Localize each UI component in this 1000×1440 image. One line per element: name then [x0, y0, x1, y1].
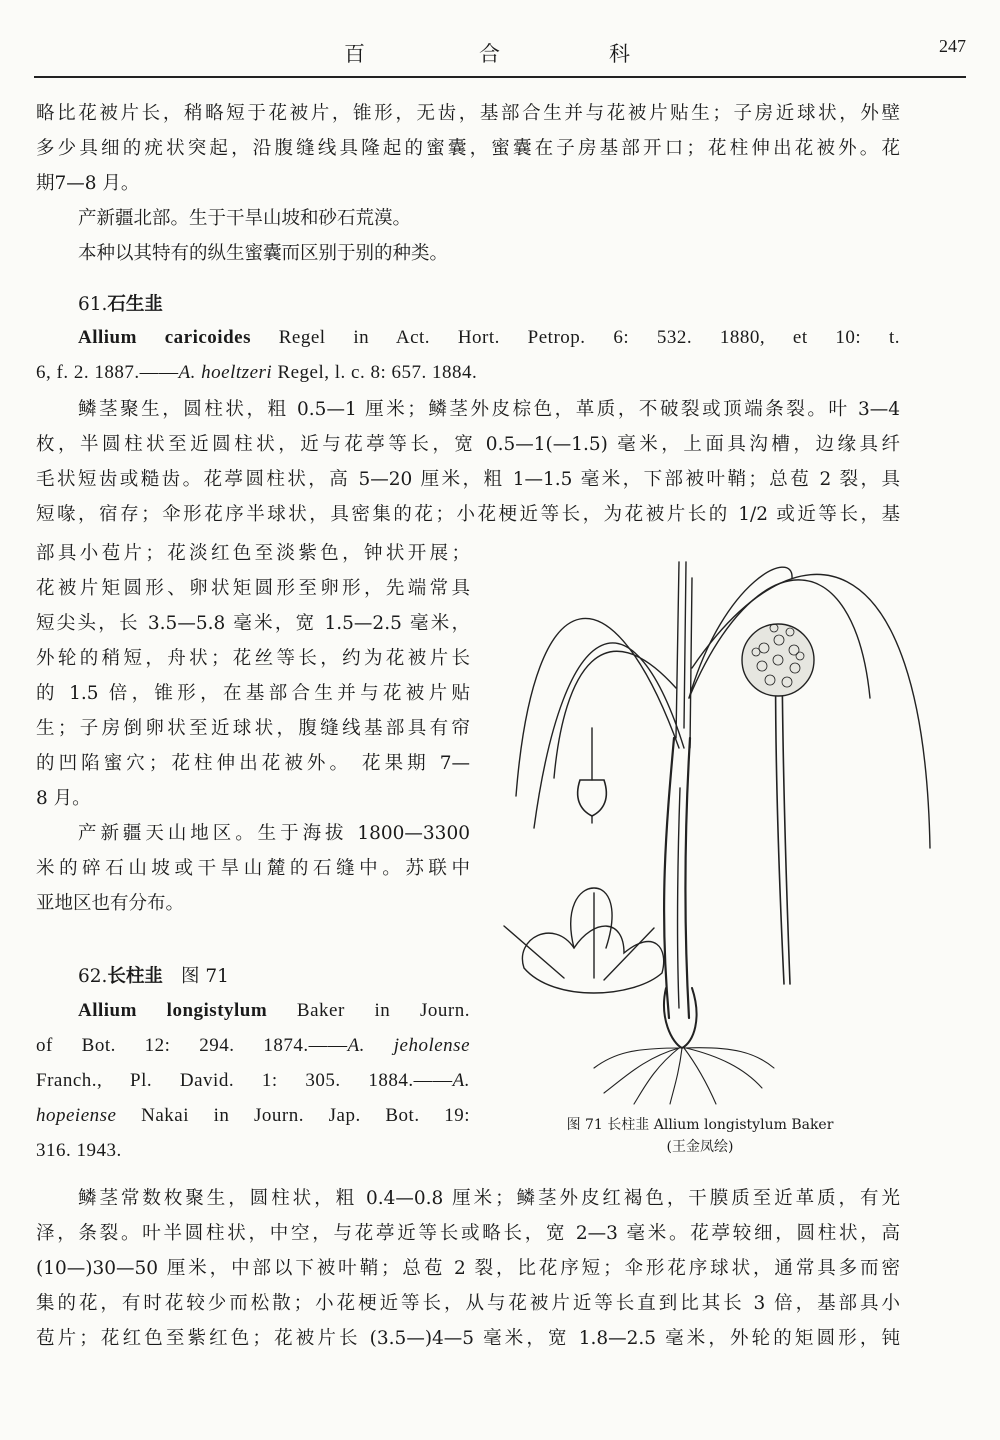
- header-char-2: 合: [479, 42, 502, 66]
- figure-caption: [520, 1114, 880, 1158]
- roots: [594, 1048, 774, 1104]
- text-line: 毛状短齿或糙齿。花葶圆柱状，高 5—20 厘米，粗 1—1.5 毫米，下部被叶鞘；总苞 2 裂，具: [36, 469, 900, 490]
- leaf: [676, 562, 679, 738]
- citation-line: 6, f. 2. 1887.——A. hoeltzeri Regel, l. c. 8: 657. 1884.: [36, 362, 478, 383]
- caption-credit: (王金凤绘): [666, 1139, 734, 1155]
- botanical-illustration: [494, 548, 964, 1108]
- description-62: [36, 1181, 900, 1356]
- running-header: [34, 32, 966, 78]
- synonym-name: A. jeholense: [347, 1035, 470, 1056]
- citation-line: Allium caricoides Regel in Act. Hort. Petrop. 6: 532. 1880, et 10: t.: [78, 327, 900, 348]
- text-line: 8 月。: [36, 788, 91, 809]
- tepal: [571, 888, 612, 948]
- species-name: 长柱韭: [107, 966, 163, 987]
- citation-line: Allium longistylum Baker in Journ.: [78, 1000, 470, 1021]
- citation-61: [36, 320, 900, 390]
- citation-line: hopeiense Nakai in Journ. Jap. Bot. 19:: [36, 1105, 470, 1126]
- text-line: 短喙，宿存；伞形花序半球状，具密集的花；小花梗近等长，为花被片长的 1/2 或近等长，基: [36, 504, 900, 525]
- stem-sheath: [664, 738, 674, 1018]
- latin-name: Allium caricoides: [78, 327, 251, 348]
- distribution-text: 产新疆天山地区。生于海拔 1800—3300: [78, 823, 470, 844]
- leaf-arc: [516, 618, 679, 796]
- note-text: 本种以其特有的纵生蜜囊而区别于别的种类。: [78, 243, 449, 264]
- citation-line: Franch., Pl. David. 1: 305. 1884.——A.: [36, 1070, 470, 1091]
- leaf: [690, 578, 692, 748]
- synonym-name: A. hoeltzeri: [178, 362, 273, 383]
- stem-sheath: [685, 738, 690, 1018]
- leaf-arc: [554, 651, 676, 778]
- text-line: 略比花被片长，稍略短于花被片，锥形，无齿，基部合生并与花被片贴生；子房近球状，外壁: [36, 103, 900, 124]
- leaf-arc: [534, 643, 684, 828]
- text-line: (10—)30—50 厘米，中部以下被叶鞘；总苞 2 裂，比花序短；伞形花序球状，通常具多而密: [36, 1258, 900, 1279]
- intro-paragraph: [36, 96, 900, 271]
- text-line: 泽，条裂。叶半圆柱状，中空，与花葶近等长或略长，宽 2—3 毫米。花葶较细，圆柱状，高: [36, 1223, 900, 1244]
- latin-name: Allium longistylum: [78, 1000, 268, 1021]
- distribution-text: 米的碎石山坡或干旱山麓的石缝中。苏联中: [36, 858, 470, 879]
- text-line: 短尖头，长 3.5—5.8 毫米，宽 1.5—2.5 毫米，: [36, 613, 470, 634]
- species-heading-62: [78, 962, 229, 988]
- leaf: [684, 562, 686, 728]
- citation-line: of Bot. 12: 294. 1874.——A. jeholense: [36, 1035, 470, 1056]
- text-line: 部具小苞片；花淡红色至淡紫色，钟状开展；: [36, 543, 470, 564]
- species-number: 61.: [78, 294, 108, 315]
- text-line: 的凹陷蜜穴；花柱伸出花被外。 花果期 7—: [36, 753, 470, 774]
- synonym-name: A.: [452, 1070, 470, 1091]
- description-61-narrow: [36, 536, 470, 921]
- text-line: 苞片；花红色至紫红色；花被片长 (3.5—)4—5 毫米，宽 1.8—2.5 毫米，外轮的矩圆形，钝: [36, 1328, 900, 1349]
- leaf-arc: [692, 574, 930, 848]
- text-line: 鳞茎常数枚聚生，圆柱状，粗 0.4—0.8 厘米；鳞茎外皮红褐色，干膜质至近革质，有光: [78, 1188, 900, 1209]
- flower-detail: [578, 780, 607, 816]
- page-number: 247: [939, 36, 966, 56]
- text-line: 集的花，有时花较少而松散；小花梗近等长，从与花被片近等长直到比其长 3 倍，基部具小: [36, 1293, 900, 1314]
- synonym-name: hopeiense: [36, 1105, 117, 1126]
- distribution-text: 亚地区也有分布。: [36, 893, 185, 914]
- citation-line: 316. 1943.: [36, 1140, 122, 1161]
- text-line: 的 1.5 倍，锥形，在基部合生并与花被片贴: [36, 683, 470, 704]
- text-line: 鳞茎聚生，圆柱状，粗 0.5—1 厘米；鳞茎外皮棕色，革质，不破裂或顶端条裂。叶 3—4: [78, 399, 900, 420]
- distribution-text: 产新疆北部。生于干旱山坡和砂石荒漠。: [78, 208, 412, 229]
- species-name: 石生韭: [107, 294, 163, 315]
- text-line: 外轮的稍短，舟状；花丝等长，约为花被片长: [36, 648, 470, 669]
- umbel-head: [742, 624, 814, 696]
- description-61: [36, 392, 900, 532]
- figure-reference: 图 71: [180, 966, 229, 987]
- caption-line: 图 71 长柱韭 Allium longistylum Baker: [566, 1117, 834, 1133]
- header-char-1: 百: [344, 42, 367, 66]
- filament: [604, 928, 654, 980]
- header-char-3: 科: [609, 42, 632, 66]
- species-heading-61: [78, 290, 163, 316]
- citation-62: [36, 993, 470, 1168]
- text-line: 期7—8 月。: [36, 173, 140, 194]
- text-line: 花被片矩圆形、卵状矩圆形至卵形，先端常具: [36, 578, 470, 599]
- text-line: 多少具细的疣状突起，沿腹缝线具隆起的蜜囊，蜜囊在子房基部开口；花柱伸出花被外。花: [36, 138, 900, 159]
- stem-sheath: [677, 788, 680, 1008]
- species-number: 62.: [78, 966, 108, 987]
- text-line: 枚，半圆柱状至近圆柱状，近与花葶等长，宽 0.5—1(—1.5) 毫米，上面具沟槽，边缘具纤: [36, 434, 900, 455]
- text-line: 生；子房倒卵状至近球状，腹缝线基部具有帘: [36, 718, 470, 739]
